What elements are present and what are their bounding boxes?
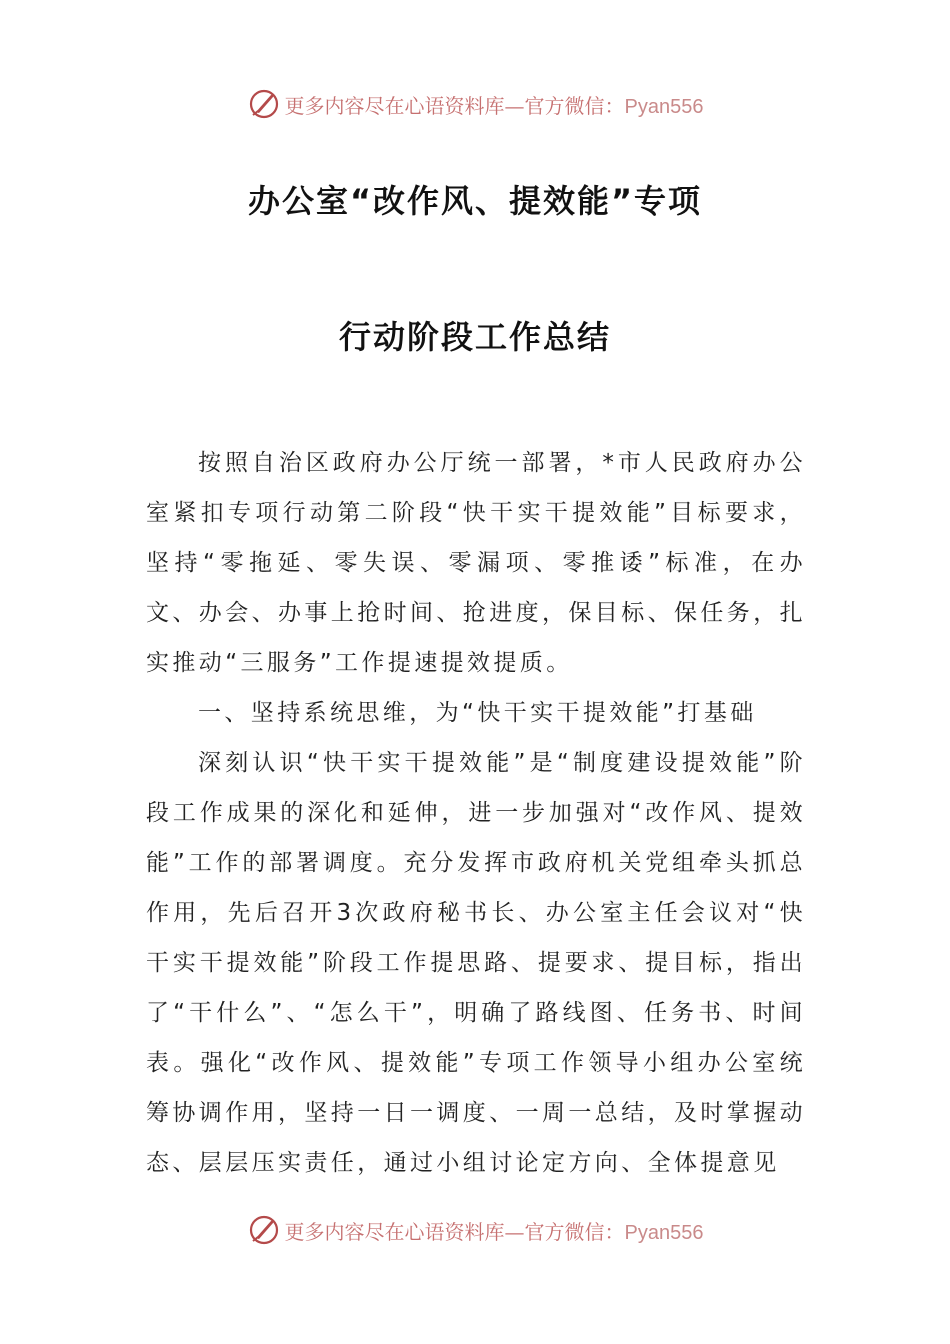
paragraph-intro: 按照自治区政府办公厅统一部署，*市人民政府办公室紧扣专项行动第二阶段“快干实干提效能”目标要求，坚持“零拖延、零失误、零漏项、零推诿”标准，在办文、办会、办事上抢时间、抢进度，保目标、保任务，扎实推动“三服务”工作提速提效提质。 — [146, 450, 806, 676]
document-body — [146, 438, 806, 1188]
document-title-line-2: 行动阶段工作总结 — [338, 318, 611, 356]
wechat-id: Pyan556 — [624, 1221, 704, 1244]
watermark-text: 更多内容尽在心语资料库—官方微信：Pyan556 — [284, 1219, 704, 1244]
wechat-id: Pyan556 — [624, 95, 704, 118]
quill-logo-icon — [247, 1213, 281, 1247]
section-heading-1: 一、坚持系统思维，为“快干实干提效能”打基础 — [198, 700, 757, 726]
watermark-text: 更多内容尽在心语资料库—官方微信：Pyan556 — [284, 93, 704, 118]
watermark-banner-bottom — [0, 1210, 950, 1250]
quill-logo-icon — [247, 87, 281, 121]
paragraph-section-1: 深刻认识“快干实干提效能”是“制度建设提效能”阶段工作成果的深化和延伸，进一步加强对“改作风、提效能”工作的部署调度。充分发挥市政府机关党组牵头抓总作用，先后召开3次政府秘书长、办公室主任会议对“快干实干提效能”阶段工作提思路、提要求、提目标，指出了“干什么”、“怎么干”，明确了路线图、任务书、时间表。强化“改作风、提效能”专项工作领导小组办公室统筹协调作用，坚持一日一调度、一周一总结，及时掌握动态、层层压实责任，通过小组讨论定方向、全体提意见 — [146, 750, 806, 1176]
watermark-banner-top — [0, 84, 950, 124]
document-title-line-1: 办公室“改作风、提效能”专项 — [247, 182, 703, 220]
